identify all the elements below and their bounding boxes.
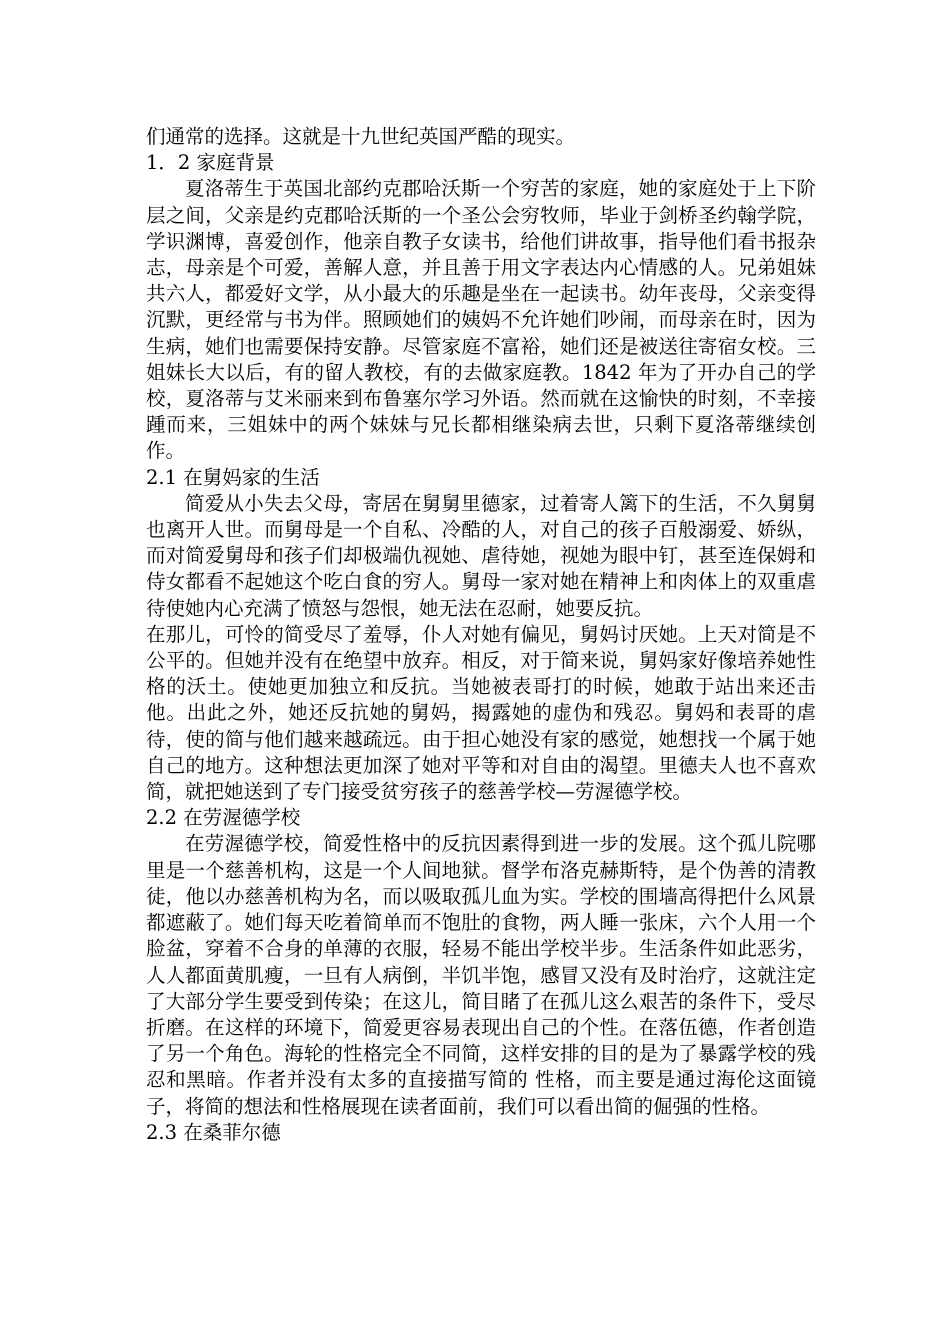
- section-heading-1-2: 1．2 家庭背景: [146, 151, 275, 175]
- document-page: [146, 124, 816, 1146]
- paragraph-family-background: 夏洛蒂生于英国北部约克郡哈沃斯一个穷苦的家庭，她的家庭处于上下阶层之间，父亲是约克郡哈沃斯的一个圣公会穷牧师，毕业于剑桥圣约翰学院，学识渊博，喜爱创作，他亲自教子女读书，给他们讲故事，指导他们看书报杂志，母亲是个可爱，善解人意，并且善于用文字表达内心情感的人。兄弟姐妹共六人，都爱好文学，从小最大的乐趣是坐在一起读书。幼年丧母，父亲变得沉默，更经常与书为伴。照顾她们的姨妈不允许她们吵闹，而母亲在时，因为生病，她们也需要保持安静。尽管家庭不富裕，她们还是被送往寄宿女校。三姐妹长大以后，有的留人教校，有的去做家庭教。1842 年为了开办自己的学校，夏洛蒂与艾米丽来到布鲁塞尔学习外语。然而就在这愉快的时刻，不幸接踵而来，三姐妹中的两个妹妹与兄长都相继染病去世，只剩下夏洛蒂继续创作。: [146, 177, 816, 463]
- paragraph-lowood-school: 在劳渥德学校，简爱性格中的反抗因素得到进一步的发展。这个孤儿院哪里是一个慈善机构，这是一个人间地狱。督学布洛克赫斯特，是个伪善的清教徒，他以办慈善机构为名，而以吸取孤儿血为实。学校的围墙高得把什么风景都遮蔽了。她们每天吃着简单而不饱肚的食物，两人睡一张床，六个人用一个脸盆，穿着不合身的单薄的衣服，轻易不能出学校半步。生活条件如此恶劣，人人都面黄肌瘦，一旦有人病倒，半饥半饱，感冒又没有及时治疗，这就注定了大部分学生要受到传染；在这儿，简目睹了在孤儿这么艰苦的条件下，受尽折磨。在这样的环境下，简爱更容易表现出自己的个性。在落伍德，作者创造了另一个角色。海轮的性格完全不同简，这样安排的目的是为了暴露学校的残忍和黑暗。作者并没有太多的直接描写简的 性格，而主要是通过海伦这面镜子，将简的想法和性格展现在读者面前，我们可以看出简的倔强的性格。: [146, 832, 816, 1118]
- paragraph-continuation: 们通常的选择。这就是十九世纪英国严酷的现实。: [146, 125, 576, 148]
- section-heading-2-2: 2.2 在劳渥德学校: [146, 806, 301, 830]
- paragraph-aunt-home-continued: 在那儿，可怜的简受尽了羞辱，仆人对她有偏见，舅妈讨厌她。上天对简是不公平的。但她并没有在绝望中放弃。相反，对于简来说，舅妈家好像培养她性格的沃土。使她更加独立和反抗。当她被表哥打的时候，她敢于站出来还击他。出此之外，她还反抗她的舅妈，揭露她的虚伪和残忍。舅妈和表哥的虐待，使的简与他们越来越疏远。由于担心她没有家的感觉，她想找一个属于她自己的地方。这种想法更加深了她对平等和对自由的渴望。里德夫人也不喜欢简，就把她送到了专门接受贫穷孩子的慈善学校—劳渥德学校。: [146, 622, 816, 804]
- paragraph-aunt-home: 简爱从小失去父母，寄居在舅舅里德家，过着寄人篱下的生活，不久舅舅也离开人世。而舅母是一个自私、冷酷的人，对自己的孩子百般溺爱、娇纵，而对简爱舅母和孩子们却极端仇视她、虐待她，视她为眼中钉，甚至连保姆和侍女都看不起她这个吃白食的穷人。舅母一家对她在精神上和肉体上的双重虐待使她内心充满了愤怒与怨恨，她无法在忍耐，她要反抗。: [146, 491, 816, 620]
- section-heading-2-3: 2.3 在桑菲尔德: [146, 1120, 281, 1144]
- section-heading-2-1: 2.1 在舅妈家的生活: [146, 465, 320, 489]
